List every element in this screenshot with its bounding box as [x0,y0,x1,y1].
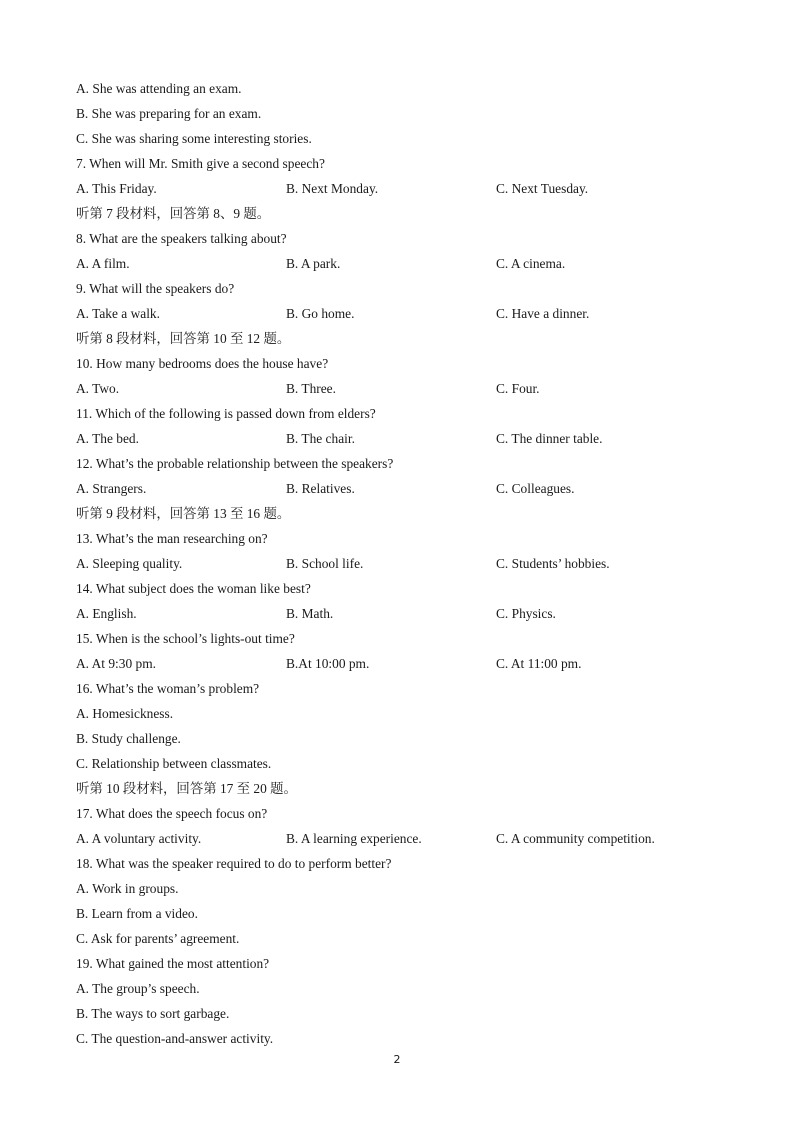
question-label: 7. When will Mr. Smith give a second speech? [76,156,325,171]
option-c: C. Four. [496,381,540,396]
option-c: C. Physics. [496,606,556,621]
option-c: C. Colleagues. [496,481,575,496]
option-a: A. Strangers. [76,481,147,496]
option-a: A. The bed. [76,431,139,446]
option-label: C. The question-and-answer activity. [76,1031,274,1046]
option-b: B. Relatives. [286,481,355,496]
instruction-label: 听第 9 段材料，回答第 13 至 16 题。 [76,506,291,521]
option-b: B. Three. [286,381,336,396]
option-a: A. Two. [76,381,120,396]
option-a: A. A voluntary activity. [76,831,202,846]
question-label: 17. What does the speech focus on? [76,806,268,821]
question-label: 10. How many bedrooms does the house have? [76,356,329,371]
instruction-label: 听第 8 段材料，回答第 10 至 12 题。 [76,331,291,346]
page-number: 2 [393,1053,401,1066]
option-label: B. Study challenge. [76,731,181,746]
question-label: 16. What’s the woman’s problem? [76,681,260,696]
option-label: C. Relationship between classmates. [76,756,272,771]
option-b: B.At 10:00 pm. [286,656,370,671]
option-c: C. Next Tuesday. [496,181,589,196]
question-label: 9. What will the speakers do? [76,281,235,296]
option-b: B. A learning experience. [286,831,422,846]
option-label: A. She was attending an exam. [76,81,242,96]
instruction-label: 听第 10 段材料，回答第 17 至 20 题。 [76,781,297,796]
question-label: 12. What’s the probable relationship between the speakers? [76,456,394,471]
question-label: 8. What are the speakers talking about? [76,231,287,246]
option-a: A. Take a walk. [76,306,160,321]
option-b: B. Go home. [286,306,355,321]
option-label: A. Homesickness. [76,706,174,721]
question-label: 13. What’s the man researching on? [76,531,268,546]
question-label: 15. When is the school’s lights-out time? [76,631,295,646]
question-label: 11. Which of the following is passed down from elders? [76,406,376,421]
option-label: C. She was sharing some interesting stories. [76,131,312,146]
option-b: B. Next Monday. [286,181,379,196]
option-a: A. A film. [76,256,130,271]
question-label: 19. What gained the most attention? [76,956,270,971]
option-b: B. Math. [286,606,334,621]
option-c: C. At 11:00 pm. [496,656,582,671]
option-a: A. At 9:30 pm. [76,656,156,671]
option-c: C. Have a dinner. [496,306,590,321]
option-c: C. A community competition. [496,831,655,846]
option-b: B. A park. [286,256,341,271]
option-a: A. This Friday. [76,181,157,196]
option-c: C. Students’ hobbies. [496,556,610,571]
option-label: C. Ask for parents’ agreement. [76,931,240,946]
option-b: B. The chair. [286,431,355,446]
question-label: 18. What was the speaker required to do to perform better? [76,856,392,871]
option-label: B. She was preparing for an exam. [76,106,262,121]
question-label: 14. What subject does the woman like best? [76,581,311,596]
option-label: A. Work in groups. [76,881,179,896]
option-c: C. A cinema. [496,256,566,271]
option-label: B. The ways to sort garbage. [76,1006,230,1021]
option-a: A. Sleeping quality. [76,556,183,571]
option-b: B. School life. [286,556,364,571]
option-a: A. English. [76,606,137,621]
option-label: A. The group’s speech. [76,981,200,996]
instruction-label: 听第 7 段材料，回答第 8、9 题。 [76,206,271,221]
option-c: C. The dinner table. [496,431,603,446]
option-label: B. Learn from a video. [76,906,198,921]
